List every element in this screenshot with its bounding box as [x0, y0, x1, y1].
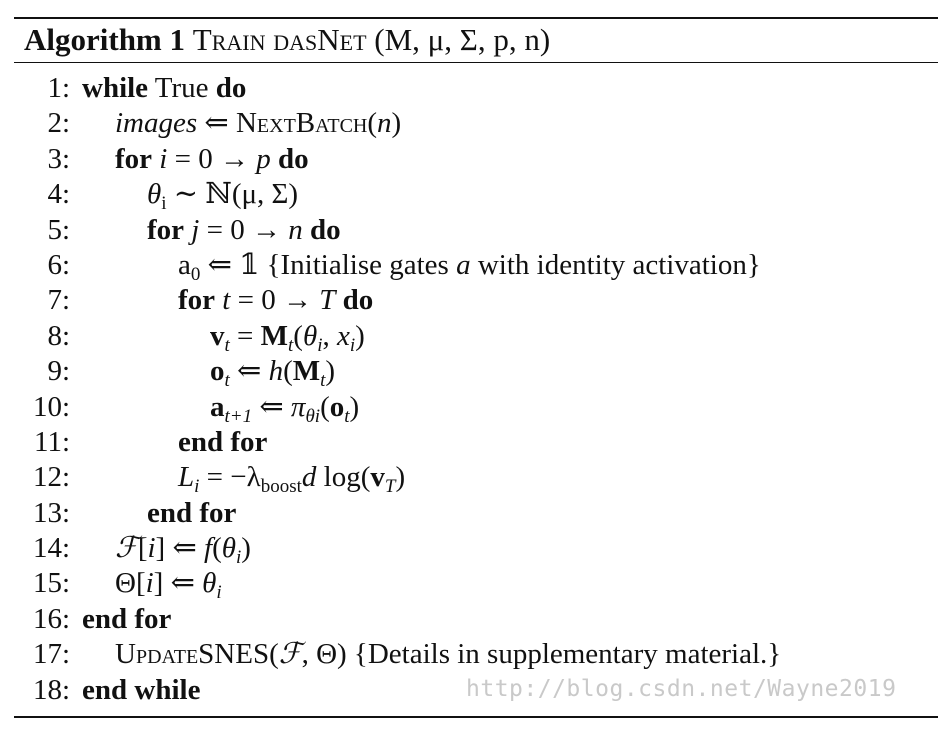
line-number: 10:: [32, 390, 70, 423]
code-token: L: [178, 461, 195, 494]
algorithm-line-1: [0, 71, 952, 106]
algorithm-line-10: [0, 390, 952, 425]
code-token: h: [268, 355, 284, 388]
algorithm-line-2: [0, 106, 952, 141]
top-rule: [14, 17, 938, 19]
line-number: 2:: [47, 107, 70, 140]
line-number: 14:: [32, 532, 70, 565]
code-token: 0: [190, 263, 201, 285]
code-token: end for: [147, 496, 237, 529]
bottom-rule: [14, 716, 938, 718]
code-token: images: [115, 107, 198, 140]
code-token: boost: [260, 476, 302, 498]
code-token: = 0 →: [167, 142, 257, 175]
code-token: = 0 →: [199, 213, 289, 246]
code-token: t: [222, 284, 231, 317]
line-number: 8:: [47, 319, 70, 352]
code-token: i: [216, 582, 222, 604]
code-token: for: [147, 213, 185, 246]
code-token: do: [215, 72, 247, 104]
algorithm-line-16: [0, 602, 952, 637]
code-token: NextBatch: [235, 107, 368, 140]
line-code: [147, 213, 341, 248]
code-token: p: [256, 142, 271, 175]
code-token: , Θ) {Details in supplementary material.}: [301, 638, 782, 671]
line-number: 6:: [47, 248, 70, 281]
code-token: T: [319, 284, 336, 317]
code-token: ℱ: [115, 532, 138, 565]
code-token: i: [145, 567, 154, 600]
code-token: ): [325, 355, 336, 388]
header-rule: [14, 62, 938, 63]
code-token: ): [395, 461, 406, 494]
code-token: θ: [202, 567, 217, 600]
algorithm-line-6: [0, 248, 952, 283]
code-token: θi: [305, 405, 321, 427]
code-token: end while: [82, 673, 201, 706]
code-token: [: [137, 532, 148, 565]
algorithm-line-14: [0, 531, 952, 569]
code-token: ℱ: [278, 638, 302, 671]
code-token: ): [349, 390, 360, 423]
code-token: do: [309, 213, 341, 246]
line-code: [115, 142, 309, 177]
code-token: Θ[: [115, 567, 146, 600]
line-number: 11:: [34, 425, 70, 458]
code-token: a: [178, 248, 191, 281]
line-code: [178, 283, 373, 318]
algorithm-label: Algorithm 1: [24, 22, 186, 57]
line-code: [147, 496, 236, 531]
line-code: [210, 354, 336, 392]
code-token: T: [384, 476, 396, 498]
code-token: v: [370, 461, 385, 494]
code-token: t: [224, 334, 230, 356]
code-token: ⇐: [229, 355, 269, 388]
algorithm-line-17: [0, 637, 952, 672]
code-token: (: [293, 319, 303, 352]
algorithm-line-11: [0, 425, 952, 460]
code-token: i: [236, 547, 242, 569]
algorithm-line-7: [0, 283, 952, 318]
code-token: o: [329, 390, 345, 423]
line-code: [210, 319, 365, 354]
code-token: [303, 214, 310, 246]
code-token: M: [292, 355, 321, 388]
line-number: 9:: [47, 355, 70, 388]
line-number: 18:: [32, 673, 70, 706]
line-number: 12:: [32, 461, 70, 494]
code-token: t: [224, 370, 230, 392]
code-token: d: [301, 461, 317, 494]
code-token: do: [342, 284, 374, 317]
code-token: SNES(: [198, 638, 279, 671]
line-number: 15:: [32, 567, 70, 600]
code-token: θ: [147, 178, 162, 211]
code-token: ∼ ℕ(μ, Σ): [166, 178, 299, 211]
algorithm-line-3: [0, 142, 952, 177]
line-code: [115, 531, 251, 569]
line-code: [115, 637, 781, 672]
code-token: (: [212, 532, 222, 565]
code-token: i: [349, 334, 356, 356]
code-token: end for: [178, 425, 268, 458]
line-number: 4:: [47, 178, 70, 211]
code-token: t: [288, 334, 294, 356]
code-token: a: [456, 248, 471, 281]
code-token: o: [210, 355, 225, 388]
algorithm-line-4: [0, 177, 952, 215]
code-token: ⇐: [252, 390, 291, 423]
code-token: ⇐: [197, 107, 236, 140]
code-token: ⇐ 𝟙 {Initialise gates: [200, 248, 457, 281]
code-token: =: [229, 319, 261, 352]
code-token: while: [82, 72, 149, 104]
line-code: [178, 248, 761, 283]
code-token: = −λ: [199, 461, 261, 494]
algorithm-line-9: [0, 354, 952, 392]
line-number: 16:: [32, 602, 70, 635]
line-code: [178, 460, 406, 498]
code-token: (: [320, 390, 330, 423]
code-token: ] ⇐: [153, 567, 203, 600]
code-token: log(: [316, 461, 371, 494]
code-token: n: [288, 213, 303, 246]
algorithm-line-15: [0, 566, 952, 604]
code-token: n: [377, 107, 392, 140]
line-number: 1:: [47, 72, 70, 104]
code-token: True: [148, 72, 216, 104]
code-token: (: [283, 355, 293, 388]
code-token: t: [344, 405, 350, 427]
code-token: (: [367, 107, 378, 140]
code-token: x: [337, 319, 350, 352]
watermark: http://blog.csdn.net/Wayne2019: [466, 676, 897, 702]
line-number: 5:: [47, 213, 70, 246]
code-token: j: [191, 213, 200, 246]
code-token: [271, 143, 278, 175]
code-token: t: [320, 370, 326, 392]
line-number: 13:: [32, 496, 70, 529]
line-number: 3:: [47, 142, 70, 175]
code-token: with identity activation}: [470, 248, 761, 281]
line-code: [82, 602, 171, 637]
code-token: for: [115, 142, 153, 175]
code-token: f: [204, 532, 213, 565]
code-token: θ: [302, 319, 318, 352]
code-token: v: [210, 319, 225, 352]
code-token: [335, 284, 342, 316]
algorithm-line-12: [0, 460, 952, 498]
line-code: [147, 177, 299, 215]
code-token: for: [178, 284, 216, 317]
line-code: [178, 425, 267, 460]
code-token: ] ⇐: [155, 532, 205, 565]
code-token: ): [241, 532, 251, 565]
code-token: M: [260, 319, 289, 352]
code-token: = 0 →: [230, 284, 320, 317]
line-code: [115, 566, 222, 604]
line-code: [82, 71, 246, 106]
code-token: ): [355, 319, 365, 352]
code-token: i: [194, 476, 200, 498]
code-token: i: [317, 334, 323, 356]
algorithm-name: Train dasNet: [192, 22, 367, 57]
code-token: ,: [322, 319, 337, 352]
line-code: [82, 673, 200, 708]
line-code: [115, 106, 401, 141]
code-token: Update: [115, 638, 199, 671]
code-token: π: [290, 390, 306, 423]
line-number: 7:: [47, 284, 70, 317]
algorithm-line-8: [0, 319, 952, 354]
code-token: i: [147, 532, 156, 565]
code-token: do: [277, 142, 309, 175]
algorithm-body: [0, 71, 952, 708]
algorithm-line-5: [0, 213, 952, 248]
algorithm-line-13: [0, 496, 952, 531]
code-token: a: [210, 390, 225, 423]
line-code: [210, 390, 359, 425]
algorithm-params: (M, μ, Σ, p, n): [374, 22, 551, 57]
line-number: 17:: [32, 638, 70, 671]
code-token: ): [391, 107, 402, 140]
code-token: i: [159, 142, 168, 175]
algorithm-header: [24, 21, 550, 59]
code-token: end for: [82, 602, 172, 635]
code-token: i: [161, 193, 167, 215]
code-token: θ: [221, 532, 236, 565]
code-token: t+1: [224, 405, 253, 427]
